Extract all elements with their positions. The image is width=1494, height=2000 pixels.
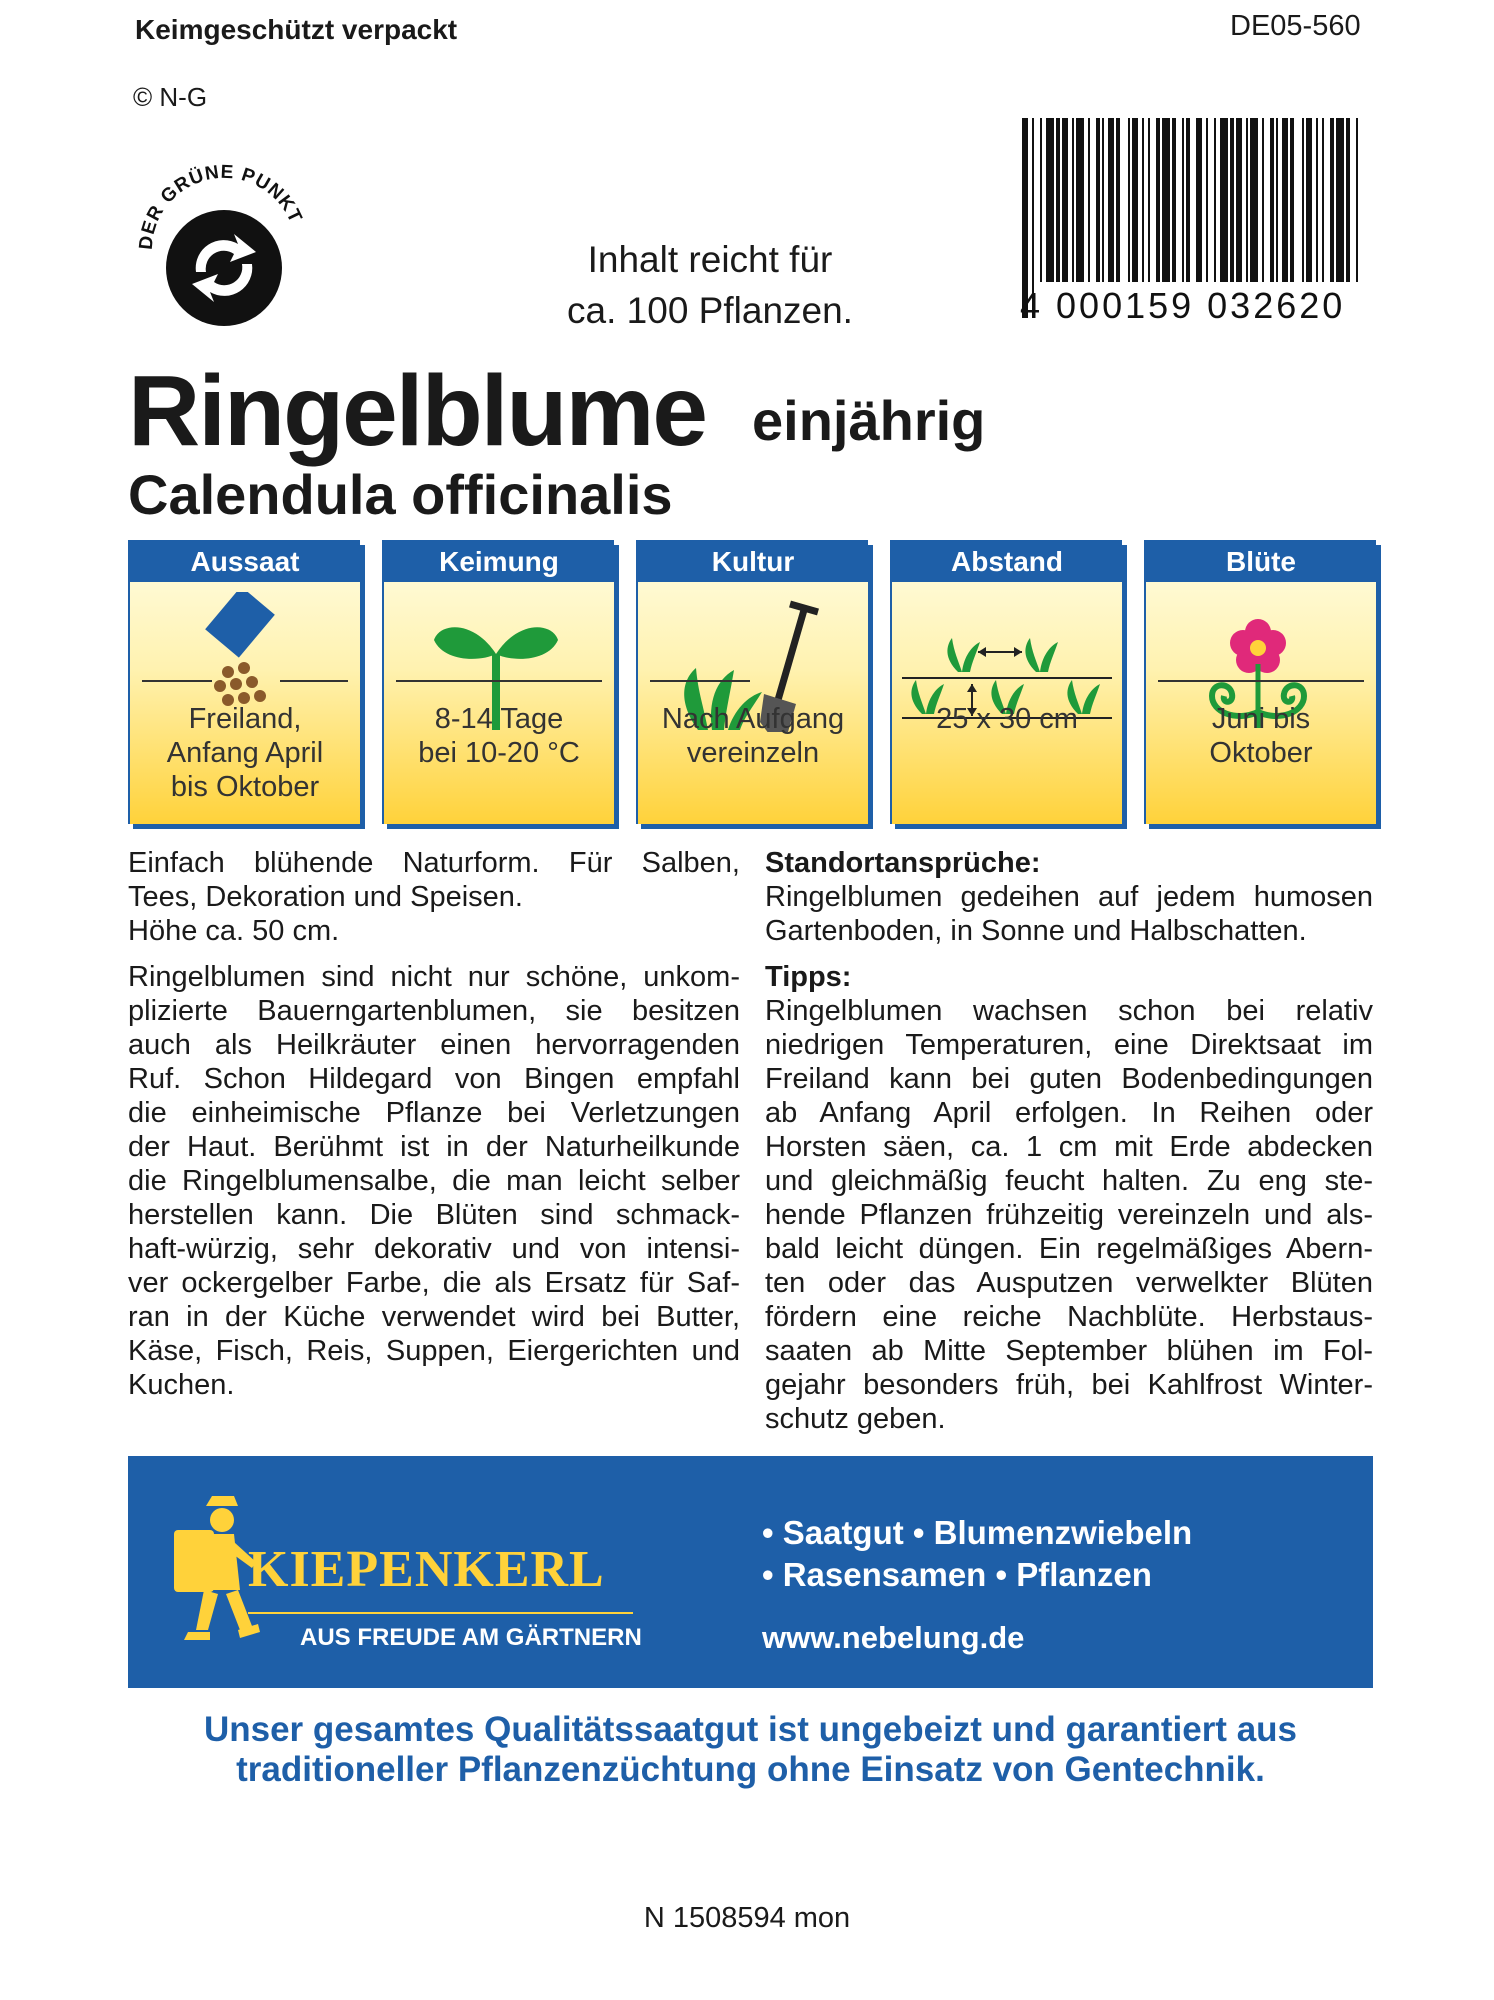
text-line: haft-würzig, sehr dekorativ und von intensi- (128, 1233, 740, 1265)
quality-line-1: Unser gesamtes Qualitätssaatgut ist ungebeizt und garantiert aus (203, 1710, 1298, 1749)
gruene-punkt-logo (126, 140, 322, 336)
brand-divider (248, 1612, 633, 1614)
quality-statement (128, 1710, 1373, 1790)
content-line-2: ca. 100 Pflanzen. (567, 290, 853, 331)
barcode (1018, 118, 1370, 328)
text-line: Ruf. Schon Hildegard von Bingen empfahl (128, 1063, 740, 1095)
info-box-text (638, 702, 868, 770)
text-line: saaten ab Mitte September blühen im Fol- (765, 1335, 1373, 1367)
location-heading: Standortansprüche: (765, 847, 1041, 879)
packaging-note: Keimgeschützt verpackt (135, 14, 458, 45)
product-subtitle: einjährig (752, 389, 986, 452)
text-line: ver ockergelber Farbe, die als Ersatz für Saf- (128, 1267, 740, 1299)
content-note (500, 234, 920, 336)
tips-section (765, 960, 1373, 1436)
ground-line-left (142, 680, 212, 682)
info-line-1: 25 x 30 cm (936, 703, 1078, 735)
info-box-text (384, 702, 614, 770)
info-box-header: Kultur (638, 542, 868, 582)
ground-line (650, 680, 750, 682)
text-line: Käse, Fisch, Reis, Suppen, Eiergerichten und (128, 1335, 740, 1367)
text-line: plizierte Bauerngartenblumen, sie besitzen (128, 995, 740, 1027)
text-line: Höhe ca. 50 cm. (128, 915, 340, 947)
info-line-2: bei 10-20 °C (418, 737, 580, 769)
info-box-header: Aussaat (130, 542, 360, 582)
text-line: Tees, Dekoration und Speisen. (128, 881, 523, 913)
info-line-1: Freiland, (188, 703, 302, 735)
tips-heading: Tipps: (765, 961, 852, 993)
copyright: © N-G (133, 82, 208, 112)
barcode-number: 4 000159 032620 (1020, 285, 1346, 326)
text-line: Ringelblumen sind nicht nur schöne, unkom- (128, 961, 740, 993)
ground-line (396, 680, 602, 682)
info-line-1: Nach Aufgang (661, 703, 845, 735)
info-line-2: Anfang April (166, 737, 324, 769)
text-line: der Haut. Berühmt ist in der Naturheilkunde (128, 1131, 740, 1163)
text-line: gejahr besonders früh, bei Kahlfrost Winter- (765, 1369, 1373, 1401)
website-link[interactable]: www.nebelung.de (762, 1620, 1025, 1655)
product-range-line-2: • Rasensamen • Pflanzen (762, 1556, 1152, 1593)
latin-name: Calendula officinalis (128, 463, 673, 526)
text-line: Gartenboden, in Sonne und Halbschatten. (765, 915, 1307, 947)
product-range-line-1: • Saatgut • Blumenzwiebeln (762, 1514, 1193, 1551)
product-title: Ringelblume (128, 355, 707, 467)
quality-line-2: traditioneller Pflanzenzüchtung ohne Einsatz von Gentechnik. (236, 1750, 1265, 1789)
text-line: und gleichmäßig feucht halten. Zu eng ste- (765, 1165, 1373, 1197)
info-box-bluete (1144, 540, 1376, 824)
description-paragraph (128, 960, 740, 1402)
info-box-text (892, 702, 1122, 736)
intro-paragraph (128, 846, 740, 948)
info-line-2: Oktober (1209, 737, 1313, 769)
info-box-abstand (890, 540, 1122, 824)
text-line: niedrigen Temperaturen, eine Direktsaat im (765, 1029, 1373, 1061)
text-line: hende Pflanzen frühzeitig vereinzeln und als- (765, 1199, 1373, 1231)
ground-line (1158, 680, 1364, 682)
text-line: die einheimische Pflanze bei Verletzungen (128, 1097, 740, 1129)
gruene-punkt-text: DER GRÜNE PUNKT (135, 161, 307, 251)
info-line-3: bis Oktober (170, 771, 320, 803)
text-line: herstellen kann. Die Blüten sind schmack- (128, 1199, 740, 1231)
info-box-keimung (382, 540, 614, 824)
text-line: Einfach blühende Naturform. Für Salben, (128, 847, 740, 879)
info-box-aussaat (128, 540, 360, 824)
content-line-1: Inhalt reicht für (587, 239, 833, 280)
info-line-1: Juni bis (1211, 703, 1311, 735)
info-box-kultur (636, 540, 868, 824)
text-line: Freiland kann bei guten Bodenbedingungen (765, 1063, 1373, 1095)
article-code: DE05-560 (1230, 10, 1361, 42)
info-box-text (130, 702, 360, 804)
info-box-text (1146, 702, 1376, 770)
info-box-header: Blüte (1146, 542, 1376, 582)
location-section (765, 846, 1373, 948)
text-line: Ringelblumen wachsen schon bei relativ (765, 995, 1373, 1027)
text-line: ran in der Küche verwendet wird bei Butter, (128, 1301, 740, 1333)
brand-slogan: AUS FREUDE AM GÄRTNERN (300, 1624, 642, 1651)
text-line: fördern eine reiche Nachblüte. Herbstaus- (765, 1301, 1373, 1333)
info-line-1: 8-14 Tage (434, 703, 564, 735)
text-line: Kuchen. (128, 1369, 235, 1401)
text-line: Ringelblumen gedeihen auf jedem humosen (765, 881, 1373, 913)
lot-number: N 1508594 mon (643, 1902, 851, 1934)
text-line: ab Anfang April erfolgen. In Reihen oder (765, 1097, 1373, 1129)
text-line: ten oder das Ausputzen verwelkter Blüten (765, 1267, 1373, 1299)
text-line: bald leicht düngen. Ein regelmäßiges Abern- (765, 1233, 1373, 1265)
info-box-header: Abstand (892, 542, 1122, 582)
text-line: die Ringelblumensalbe, die man leicht selber (128, 1165, 740, 1197)
ground-line-right (280, 680, 348, 682)
info-line-2: vereinzeln (686, 737, 820, 769)
brand-name: KIEPENKERL (248, 1541, 605, 1598)
info-box-header: Keimung (384, 542, 614, 582)
text-line: schutz geben. (765, 1403, 946, 1435)
text-line: Horsten säen, ca. 1 cm mit Erde abdecken (765, 1131, 1373, 1163)
text-line: auch als Heilkräuter einen hervorragenden (128, 1029, 740, 1061)
